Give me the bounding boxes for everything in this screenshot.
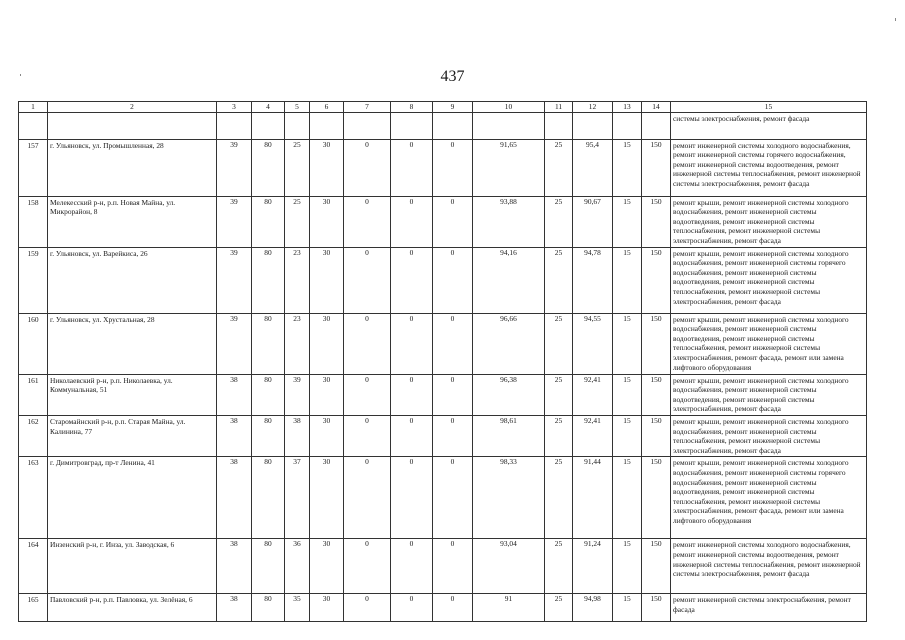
column-header-12: 12 [573, 102, 613, 113]
table-row [19, 196, 867, 247]
value-cell-c6: 30 [310, 374, 344, 415]
value-cell-c6: 30 [310, 415, 344, 456]
column-header-15: 15 [671, 102, 867, 113]
header-row [19, 102, 867, 113]
table-cell [252, 112, 285, 139]
table-row [19, 313, 867, 374]
value-cell-c7: 0 [344, 374, 391, 415]
row-number-cell: 164 [19, 539, 48, 594]
value-cell-c5: 39 [285, 374, 310, 415]
value-cell-c3: 39 [217, 247, 252, 313]
row-number-cell: 162 [19, 415, 48, 456]
table-cell [433, 112, 473, 139]
value-cell-c4: 80 [252, 374, 285, 415]
value-cell-c5: 25 [285, 196, 310, 247]
column-header-2: 2 [48, 102, 217, 113]
address-cell: Павловский р-н, р.п. Павловка, ул. Зелёная, 6 [48, 594, 217, 622]
column-header-4: 4 [252, 102, 285, 113]
address-cell: Старомайнский р-н, р.п. Старая Майна, ул. Калинина, 77 [48, 415, 217, 456]
value-cell-c8: 0 [391, 539, 433, 594]
value-cell-c11: 25 [545, 594, 573, 622]
value-cell-c9: 0 [433, 139, 473, 196]
value-cell-c7: 0 [344, 313, 391, 374]
value-cell-c3: 38 [217, 374, 252, 415]
table-cell [285, 112, 310, 139]
value-cell-c9: 0 [433, 247, 473, 313]
value-cell-c8: 0 [391, 415, 433, 456]
value-cell-c13: 15 [613, 196, 642, 247]
value-cell-c8: 0 [391, 457, 433, 539]
value-cell-c10: 96,66 [473, 313, 545, 374]
value-cell-c11: 25 [545, 374, 573, 415]
value-cell-c12: 91,24 [573, 539, 613, 594]
value-cell-c14: 150 [642, 139, 671, 196]
table-body [19, 102, 867, 622]
address-cell: г. Ульяновск, ул. Промышленная, 28 [48, 139, 217, 196]
table-cell [545, 112, 573, 139]
value-cell-c13: 15 [613, 539, 642, 594]
column-header-9: 9 [433, 102, 473, 113]
value-cell-c13: 15 [613, 374, 642, 415]
table-row [19, 247, 867, 313]
value-cell-c4: 80 [252, 594, 285, 622]
value-cell-c8: 0 [391, 196, 433, 247]
value-cell-c13: 15 [613, 415, 642, 456]
value-cell-c3: 39 [217, 139, 252, 196]
value-cell-c12: 92,41 [573, 374, 613, 415]
value-cell-c10: 98,61 [473, 415, 545, 456]
value-cell-c14: 150 [642, 415, 671, 456]
column-header-10: 10 [473, 102, 545, 113]
value-cell-c3: 38 [217, 415, 252, 456]
value-cell-c9: 0 [433, 594, 473, 622]
value-cell-c3: 38 [217, 539, 252, 594]
address-cell: г. Ульяновск, ул. Хрустальная, 28 [48, 313, 217, 374]
value-cell-c4: 80 [252, 139, 285, 196]
value-cell-c10: 96,38 [473, 374, 545, 415]
table-row [19, 457, 867, 539]
value-cell-c7: 0 [344, 594, 391, 622]
table-cell [217, 112, 252, 139]
value-cell-c3: 38 [217, 457, 252, 539]
value-cell-c8: 0 [391, 247, 433, 313]
value-cell-c12: 90,67 [573, 196, 613, 247]
value-cell-c10: 91 [473, 594, 545, 622]
value-cell-c7: 0 [344, 457, 391, 539]
table-row [19, 539, 867, 594]
value-cell-c5: 38 [285, 415, 310, 456]
continuation-row [19, 112, 867, 139]
value-cell-c9: 0 [433, 196, 473, 247]
table-row [19, 594, 867, 622]
value-cell-c4: 80 [252, 247, 285, 313]
value-cell-c11: 25 [545, 313, 573, 374]
value-cell-c12: 94,78 [573, 247, 613, 313]
value-cell-c7: 0 [344, 247, 391, 313]
value-cell-c8: 0 [391, 594, 433, 622]
table-row [19, 139, 867, 196]
works-cell: ремонт крыши, ремонт инженерной системы холодного водоснабжения, ремонт инженерной системы водоотведения, ремонт инженерной системы теплоснабжения, ремонт инженерной системы электроснабжения, ремонт фасада, ремонт или замена лифтового оборудования [671, 313, 867, 374]
value-cell-c12: 91,44 [573, 457, 613, 539]
value-cell-c9: 0 [433, 457, 473, 539]
value-cell-c10: 98,33 [473, 457, 545, 539]
value-cell-c14: 150 [642, 374, 671, 415]
value-cell-c14: 150 [642, 594, 671, 622]
address-cell: г. Ульяновск, ул. Варейкиса, 26 [48, 247, 217, 313]
scan-mark [895, 18, 896, 21]
value-cell-c9: 0 [433, 374, 473, 415]
column-header-1: 1 [19, 102, 48, 113]
value-cell-c14: 150 [642, 313, 671, 374]
works-cell: ремонт крыши, ремонт инженерной системы холодного водоснабжения, ремонт инженерной системы горячего водоснабжения, ремонт инженерной системы водоотведения, ремонт инженерной системы теплоснабжения, ремонт инженерной системы электроснабжения, ремонт фасада, ремонт или замена лифтового оборудования [671, 457, 867, 539]
column-header-8: 8 [391, 102, 433, 113]
value-cell-c6: 30 [310, 539, 344, 594]
value-cell-c11: 25 [545, 196, 573, 247]
value-cell-c4: 80 [252, 457, 285, 539]
value-cell-c5: 35 [285, 594, 310, 622]
address-cell: Николаевский р-н, р.п. Николаевка, ул. Коммунальная, 51 [48, 374, 217, 415]
works-cell: ремонт инженерной системы холодного водоснабжения, ремонт инженерной системы горячего водоснабжения, ремонт инженерной системы водоотведения, ремонт инженерной системы теплоснабжения, ремонт инженерной системы электроснабжения, ремонт фасада [671, 139, 867, 196]
value-cell-c11: 25 [545, 247, 573, 313]
works-cell: ремонт инженерной системы электроснабжения, ремонт фасада [671, 594, 867, 622]
table-cell [613, 112, 642, 139]
value-cell-c12: 94,98 [573, 594, 613, 622]
works-cell: системы электроснабжения, ремонт фасада [671, 112, 867, 139]
value-cell-c12: 95,4 [573, 139, 613, 196]
value-cell-c11: 25 [545, 415, 573, 456]
value-cell-c4: 80 [252, 196, 285, 247]
row-number-cell: 158 [19, 196, 48, 247]
column-header-6: 6 [310, 102, 344, 113]
value-cell-c5: 36 [285, 539, 310, 594]
address-cell: г. Димитровград, пр-т Ленина, 41 [48, 457, 217, 539]
column-header-5: 5 [285, 102, 310, 113]
table-cell [344, 112, 391, 139]
table-cell [310, 112, 344, 139]
value-cell-c9: 0 [433, 313, 473, 374]
value-cell-c3: 38 [217, 594, 252, 622]
value-cell-c14: 150 [642, 457, 671, 539]
value-cell-c6: 30 [310, 196, 344, 247]
works-cell: ремонт крыши, ремонт инженерной системы холодного водоснабжения, ремонт инженерной системы горячего водоснабжения, ремонт инженерной системы водоотведения, ремонт инженерной системы теплоснабжения, ремонт инженерной системы электроснабжения, ремонт фасада [671, 247, 867, 313]
value-cell-c12: 92,41 [573, 415, 613, 456]
value-cell-c4: 80 [252, 313, 285, 374]
value-cell-c3: 39 [217, 313, 252, 374]
page-number: 437 [440, 68, 465, 85]
value-cell-c9: 0 [433, 539, 473, 594]
column-header-11: 11 [545, 102, 573, 113]
row-number-cell: 165 [19, 594, 48, 622]
value-cell-c13: 15 [613, 457, 642, 539]
value-cell-c14: 150 [642, 539, 671, 594]
value-cell-c9: 0 [433, 415, 473, 456]
value-cell-c7: 0 [344, 539, 391, 594]
value-cell-c6: 30 [310, 594, 344, 622]
value-cell-c11: 25 [545, 539, 573, 594]
works-cell: ремонт инженерной системы холодного водоснабжения, ремонт инженерной системы водоотведения, ремонт инженерной системы теплоснабжения, ремонт инженерной системы электроснабжения, ремонт фасада [671, 539, 867, 594]
table-cell [48, 112, 217, 139]
address-cell: Мелекесский р-н, р.п. Новая Майна, ул. Микрорайон, 8 [48, 196, 217, 247]
value-cell-c6: 30 [310, 139, 344, 196]
value-cell-c7: 0 [344, 196, 391, 247]
row-number-cell: 163 [19, 457, 48, 539]
table-cell [19, 112, 48, 139]
column-header-3: 3 [217, 102, 252, 113]
value-cell-c10: 93,04 [473, 539, 545, 594]
table-row [19, 374, 867, 415]
value-cell-c7: 0 [344, 415, 391, 456]
value-cell-c4: 80 [252, 415, 285, 456]
works-cell: ремонт крыши, ремонт инженерной системы холодного водоснабжения, ремонт инженерной системы водоотведения, ремонт инженерной системы теплоснабжения, ремонт инженерной системы электроснабжения, ремонт фасада [671, 196, 867, 247]
value-cell-c11: 25 [545, 457, 573, 539]
value-cell-c10: 94,16 [473, 247, 545, 313]
value-cell-c10: 93,88 [473, 196, 545, 247]
row-number-cell: 157 [19, 139, 48, 196]
value-cell-c12: 94,55 [573, 313, 613, 374]
works-cell: ремонт крыши, ремонт инженерной системы холодного водоснабжения, ремонт инженерной системы теплоснабжения, ремонт инженерной системы электроснабжения, ремонт фасада [671, 415, 867, 456]
value-cell-c5: 25 [285, 139, 310, 196]
table-cell [473, 112, 545, 139]
row-number-cell: 161 [19, 374, 48, 415]
value-cell-c14: 150 [642, 247, 671, 313]
table-cell [573, 112, 613, 139]
value-cell-c3: 39 [217, 196, 252, 247]
column-header-7: 7 [344, 102, 391, 113]
row-number-cell: 160 [19, 313, 48, 374]
value-cell-c6: 30 [310, 457, 344, 539]
table-row [19, 415, 867, 456]
value-cell-c13: 15 [613, 247, 642, 313]
works-cell: ремонт крыши, ремонт инженерной системы холодного водоснабжения, ремонт инженерной системы водоотведения, ремонт инженерной системы электроснабжения, ремонт фасада [671, 374, 867, 415]
table-cell [642, 112, 671, 139]
address-cell: Инзенский р-н, г. Инза, ул. Заводская, 6 [48, 539, 217, 594]
row-number-cell: 159 [19, 247, 48, 313]
value-cell-c8: 0 [391, 374, 433, 415]
column-header-13: 13 [613, 102, 642, 113]
value-cell-c13: 15 [613, 313, 642, 374]
value-cell-c13: 15 [613, 139, 642, 196]
value-cell-c6: 30 [310, 247, 344, 313]
value-cell-c4: 80 [252, 539, 285, 594]
column-header-14: 14 [642, 102, 671, 113]
value-cell-c10: 91,65 [473, 139, 545, 196]
value-cell-c8: 0 [391, 139, 433, 196]
value-cell-c14: 150 [642, 196, 671, 247]
value-cell-c6: 30 [310, 313, 344, 374]
value-cell-c8: 0 [391, 313, 433, 374]
value-cell-c5: 23 [285, 247, 310, 313]
value-cell-c11: 25 [545, 139, 573, 196]
value-cell-c13: 15 [613, 594, 642, 622]
value-cell-c7: 0 [344, 139, 391, 196]
repair-schedule-table [18, 101, 867, 622]
table-cell [391, 112, 433, 139]
value-cell-c5: 23 [285, 313, 310, 374]
value-cell-c5: 37 [285, 457, 310, 539]
